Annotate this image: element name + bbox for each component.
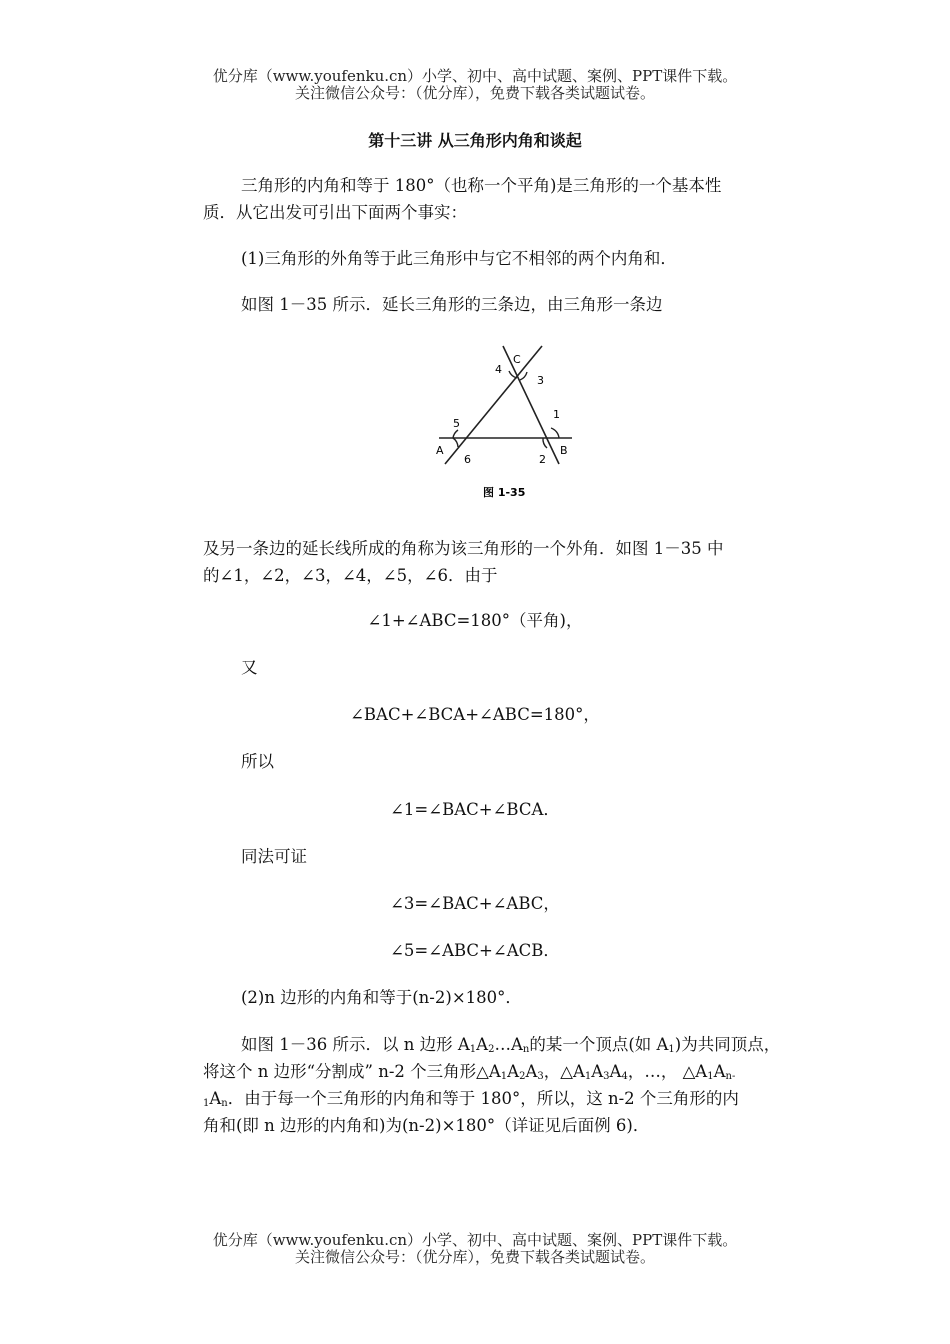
- para4-line1: 如图 1－36 所示．以 n 边形 $A_1A_2\dots A_n$的某一个顶点(如 $A_1$)为共同顶点，: [241, 1035, 781, 1055]
- figure-caption: 图 1-35: [483, 486, 526, 499]
- angle-1-label: 1: [553, 408, 560, 421]
- equation-4: ∠3=∠BAC+∠ABC，: [390, 894, 560, 913]
- word-tongfa: 同法可证: [241, 847, 307, 866]
- vertex-c-label: C: [513, 353, 521, 366]
- fact1: (1)三角形的外角等于此三角形中与它不相邻的两个内角和．: [241, 249, 677, 268]
- page-footer: [0, 1232, 950, 1266]
- para4-line2: 将这个 n 边形“分割成” n-2 个三角形$\triangle A_1A_2A_3$，$\triangle A_1A_3A_4$，…， $\triangle A_1A_{n-}$: [203, 1062, 736, 1082]
- para3-line1: 及另一条边的延长线所成的角称为该三角形的一个外角．如图 1－35 中: [203, 539, 724, 558]
- lecture-title: 第十三讲 从三角形内角和谈起: [368, 131, 582, 150]
- footer-line-2: 关注微信公众号：（优分库），免费下载各类试题试卷。: [294, 1248, 655, 1266]
- arc-angle-3: [520, 372, 527, 380]
- page-header: [0, 68, 950, 102]
- arc-angle-2: [543, 438, 547, 448]
- para4-line3: $_1A_n$．由于每一个三角形的内角和等于 180°，所以，这 n-2 个三角形的内: [203, 1089, 739, 1109]
- equation-5: ∠5=∠ABC+∠ACB．: [390, 941, 560, 960]
- angle-4-label: 4: [495, 363, 502, 376]
- line-bc-extended: [503, 346, 559, 464]
- para1-line1: 三角形的内角和等于 180°（也称一个平角)是三角形的一个基本性: [241, 176, 722, 195]
- vertex-b-label: B: [560, 444, 568, 457]
- header-line-1: 优分库（www.youfenku.cn）小学、初中、高中试题、案例、PPT课件下载。: [212, 67, 738, 85]
- footer-line-1: 优分库（www.youfenku.cn）小学、初中、高中试题、案例、PPT课件下载。: [212, 1231, 738, 1249]
- line-ac-extended: [445, 346, 542, 464]
- arc-angle-6: [453, 438, 458, 447]
- word-you: 又: [241, 658, 258, 677]
- para2: 如图 1－35 所示．延长三角形的三条边，由三角形一条边: [241, 295, 663, 314]
- equation-3: ∠1=∠BAC+∠BCA．: [390, 800, 560, 819]
- arc-angle-1: [551, 428, 559, 438]
- fact2: (2)n 边形的内角和等于(n-2)×180°．: [241, 988, 522, 1007]
- angle-5-label: 5: [453, 417, 460, 430]
- para3-line2: 的∠1，∠2，∠3，∠4，∠5，∠6．由于: [203, 566, 498, 585]
- angle-2-label: 2: [539, 453, 546, 466]
- para1-line2: 质．从它出发可引出下面两个事实：: [203, 203, 467, 222]
- angle-6-label: 6: [464, 453, 471, 466]
- para4-line4: 角和(即 n 边形的内角和)为(n-2)×180°（详证见后面例 6)．: [203, 1116, 650, 1135]
- arc-angle-5: [453, 430, 458, 438]
- word-suoyi: 所以: [241, 752, 274, 771]
- triangle-figure-1-35: [425, 340, 595, 510]
- header-line-2: 关注微信公众号：（优分库），免费下载各类试题试卷。: [294, 84, 655, 102]
- angle-3-label: 3: [537, 374, 544, 387]
- equation-2: ∠BAC+∠BCA+∠ABC=180°，: [350, 705, 600, 724]
- vertex-a-label: A: [436, 444, 444, 457]
- equation-1: ∠1+∠ABC=180°（平角)，: [367, 611, 583, 630]
